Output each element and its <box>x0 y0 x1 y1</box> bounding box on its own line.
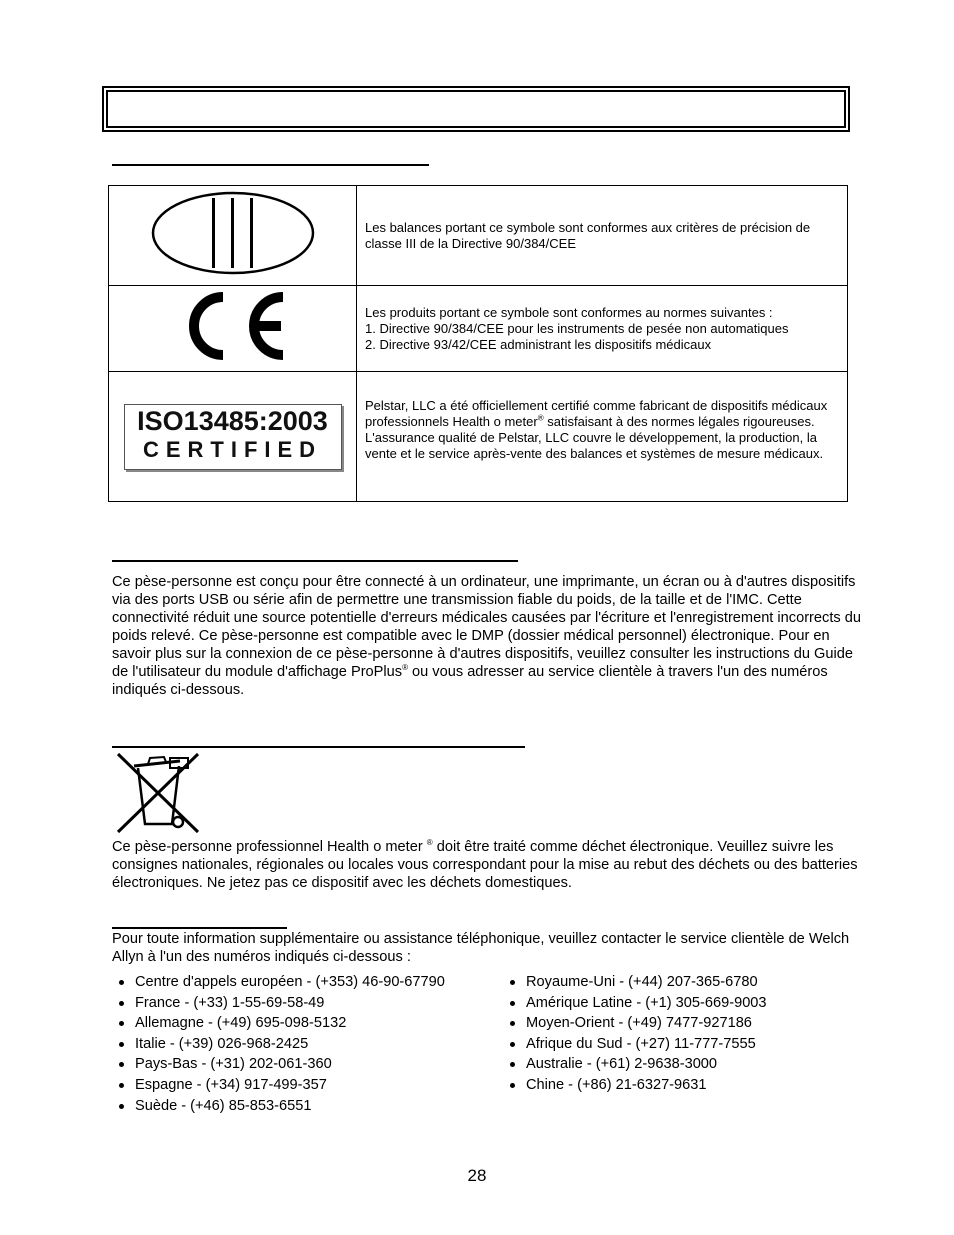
section-heading-rule <box>112 164 429 166</box>
list-item: Moyen-Orient - (+49) 7477-927186 <box>503 1013 767 1034</box>
symbol-row <box>109 186 848 286</box>
list-item: Espagne - (+34) 917-499-357 <box>112 1075 445 1096</box>
description-line: Les produits portant ce symbole sont conformes au normes suivantes : <box>365 304 773 320</box>
description-line: 1. Directive 90/384/CEE pour les instruments de pesée non automatiques <box>365 320 789 336</box>
symbol-row <box>109 286 848 372</box>
list-item: Italie - (+39) 026-968-2425 <box>112 1034 445 1055</box>
symbol-description: Les balances portant ce symbole sont conformes aux critères de précision de classe III de la Directive 90/384/CEE <box>357 186 848 286</box>
ce-mark-icon <box>109 286 357 372</box>
list-item: Allemagne - (+49) 695-098-5132 <box>112 1013 445 1034</box>
page-number: 28 <box>467 1166 487 1185</box>
connectivity-paragraph: Ce pèse-personne est conçu pour être connecté à un ordinateur, une imprimante, un écran ou à d'autres dispositifs via des ports USB ou série afin de permettre une transmission fiable du poids, de la taille et de l'IMC. Cette connectivité réduit une source potentielle d'erreurs médicales causées par l'écriture et l'enregistrement incorrects du poids relevé. Ce pèse-personne est compatible avec le DMP (dossier médical personnel) électronique. Pour en savoir plus sur la connexion de ce pèse-personne à d'autres dispositifs, veuillez consulter les instructions du Guide de l'utilisateur du module d'affichage ProPlus® ou vous adresser au service clientèle à travers l'un des numéros indiqués ci-dessous. <box>112 574 861 698</box>
description-line: 2. Directive 93/42/CEE administrant les dispositifs médicaux <box>365 336 712 352</box>
logo-line-certified: CERTIFIED <box>142 436 323 462</box>
list-item: Royaume-Uni - (+44) 207-365-6780 <box>503 972 767 993</box>
iso-certified-logo <box>109 372 357 502</box>
page-title-box <box>102 86 850 132</box>
contact-list-left <box>112 972 445 1116</box>
list-item: Amérique Latine - (+1) 305-669-9003 <box>503 993 767 1014</box>
crossed-out-bin-icon <box>112 752 204 834</box>
list-item: France - (+33) 1-55-69-58-49 <box>112 993 445 1014</box>
section-heading-rule <box>112 927 287 929</box>
contact-intro: Pour toute information supplémentaire ou assistance téléphonique, veuillez contacter le service clientèle de Welch Allyn à l'un des numéros indiqués ci-dessous : <box>112 931 850 965</box>
list-item: Pays-Bas - (+31) 202-061-360 <box>112 1054 445 1075</box>
list-item: Centre d'appels européen - (+353) 46-90-67790 <box>112 972 445 993</box>
contact-list-right <box>503 972 767 1096</box>
symbol-description: Pelstar, LLC a été officiellement certifié comme fabricant de dispositifs médicaux professionnels Health o meter® satisfaisant à des normes légales rigoureuses. L'assurance qualité de Pelstar, LLC couvre le développement, la production, la vente et le service après-vente des balances et systèmes de mesure médicaux. <box>357 372 848 502</box>
symbols-table <box>108 185 848 502</box>
symbol-description <box>357 286 848 372</box>
section-heading-rule <box>112 746 525 748</box>
list-item: Afrique du Sud - (+27) 11-777-7555 <box>503 1034 767 1055</box>
logo-line-iso: ISO13485:2003 <box>137 405 328 436</box>
section-heading-rule <box>112 560 518 562</box>
list-item: Chine - (+86) 21-6327-9631 <box>503 1075 767 1096</box>
disposal-paragraph: Ce pèse-personne professionnel Health o meter ® doit être traité comme déchet électronique. Veuillez suivre les consignes nationales, régionales ou locales vous correspondant pour la mise au rebut des déchets ou des batteries électroniques. Ne jetez pas ce dispositif avec les déchets domestiques. <box>112 838 858 891</box>
list-item: Australie - (+61) 2-9638-3000 <box>503 1054 767 1075</box>
list-item: Suède - (+46) 85-853-6551 <box>112 1096 445 1117</box>
class-iii-oval-icon <box>109 186 357 286</box>
symbol-row <box>109 372 848 502</box>
